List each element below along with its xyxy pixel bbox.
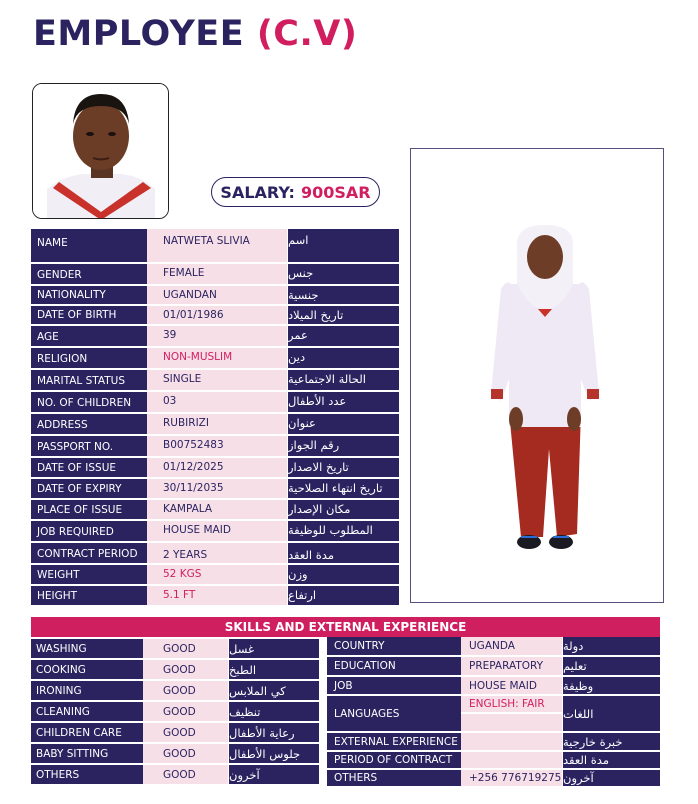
row-value: NON-MUSLIM xyxy=(147,348,287,368)
row-label: DATE OF EXPIRY xyxy=(31,479,147,498)
skill-label: CHILDREN CARE xyxy=(31,723,143,742)
table-row xyxy=(327,768,660,786)
row-label: GENDER xyxy=(31,264,147,284)
table-row xyxy=(31,563,399,584)
skill-arabic: تنظيف xyxy=(228,702,319,721)
row-label: ADDRESS xyxy=(31,414,147,434)
exp-label: JOB xyxy=(327,677,461,694)
table-row xyxy=(327,637,660,655)
headshot-photo xyxy=(32,83,169,219)
exp-value xyxy=(461,677,562,694)
skill-value: GOOD xyxy=(143,702,228,721)
table-row xyxy=(327,694,660,731)
table-row xyxy=(31,412,399,434)
skill-label: OTHERS xyxy=(31,765,143,784)
row-label: NAME xyxy=(31,229,147,262)
row-value: UGANDAN xyxy=(147,286,287,304)
table-row xyxy=(31,541,399,563)
exp-arabic: مدة العقد xyxy=(562,752,660,768)
row-value: HOUSE MAID xyxy=(147,521,287,541)
row-arabic: تاريخ الاصدار xyxy=(287,458,399,477)
table-row xyxy=(31,304,399,324)
exp-label: LANGUAGES xyxy=(327,696,461,731)
skill-label: COOKING xyxy=(31,660,143,679)
salary-value: 900SAR xyxy=(300,182,371,202)
exp-arabic: خبرة خارجية xyxy=(562,733,660,750)
row-value: 52 KGS xyxy=(147,565,287,584)
table-row xyxy=(31,368,399,390)
exp-value-text: PREPARATORY xyxy=(469,660,544,672)
row-label: JOB REQUIRED xyxy=(31,521,147,541)
full-body-photo xyxy=(410,148,664,603)
skill-value: GOOD xyxy=(143,765,228,784)
row-value: NATWETA SLIVIA xyxy=(147,229,287,262)
row-value: B00752483 xyxy=(147,436,287,456)
row-arabic: ارتفاع xyxy=(287,586,399,605)
table-row xyxy=(31,658,319,679)
row-label: HEIGHT xyxy=(31,586,147,605)
row-arabic: جنس xyxy=(287,264,399,284)
personal-details-table xyxy=(31,229,399,605)
experience-table xyxy=(327,637,660,786)
row-value: 39 xyxy=(147,326,287,346)
row-label: DATE OF BIRTH xyxy=(31,306,147,324)
table-row xyxy=(31,456,399,477)
exp-arabic: آخرون xyxy=(562,770,660,786)
exp-label: PERIOD OF CONTRACT xyxy=(327,752,461,768)
row-arabic: عدد الأطفال xyxy=(287,392,399,412)
exp-value xyxy=(461,637,562,655)
exp-value xyxy=(461,733,562,750)
row-value: 01/12/2025 xyxy=(147,458,287,477)
row-arabic: وزن xyxy=(287,565,399,584)
skill-value: GOOD xyxy=(143,723,228,742)
row-arabic: رقم الجواز xyxy=(287,436,399,456)
exp-arabic: تعليم xyxy=(562,657,660,675)
row-value: 2 YEARS xyxy=(147,543,287,563)
skill-arabic: جلوس الأطفال xyxy=(228,744,319,763)
table-row xyxy=(31,742,319,763)
exp-arabic: وظيفة xyxy=(562,677,660,694)
row-label: NATIONALITY xyxy=(31,286,147,304)
row-arabic: اسم xyxy=(287,229,399,262)
salary-badge xyxy=(211,177,380,207)
table-row xyxy=(31,700,319,721)
row-value: 5.1 FT xyxy=(147,586,287,605)
row-value: SINGLE xyxy=(147,370,287,390)
row-label: CONTRACT PERIOD xyxy=(31,543,147,563)
exp-value xyxy=(461,770,562,786)
table-row xyxy=(31,763,319,784)
row-label: PASSPORT NO. xyxy=(31,436,147,456)
salary-label: SALARY: xyxy=(220,182,295,202)
exp-value-text: UGANDA xyxy=(469,640,515,652)
skill-arabic: كي الملابس xyxy=(228,681,319,700)
row-label: AGE xyxy=(31,326,147,346)
row-arabic: دين xyxy=(287,348,399,368)
row-value: 30/11/2035 xyxy=(147,479,287,498)
exp-value xyxy=(461,696,562,731)
row-arabic: عمر xyxy=(287,326,399,346)
skills-table xyxy=(31,637,319,784)
table-row xyxy=(31,346,399,368)
skill-label: BABY SITTING xyxy=(31,744,143,763)
table-row xyxy=(31,434,399,456)
row-value: RUBIRIZI xyxy=(147,414,287,434)
exp-value xyxy=(461,752,562,768)
exp-value-text-2 xyxy=(461,712,562,731)
exp-label: EDUCATION xyxy=(327,657,461,675)
table-row xyxy=(31,721,319,742)
row-arabic: الحالة الاجتماعية xyxy=(287,370,399,390)
row-label: WEIGHT xyxy=(31,565,147,584)
exp-value-text: ENGLISH: FAIR xyxy=(469,698,545,710)
row-value: 03 xyxy=(147,392,287,412)
skill-label: WASHING xyxy=(31,639,143,658)
skill-label: CLEANING xyxy=(31,702,143,721)
exp-value-text: HOUSE MAID xyxy=(469,679,537,692)
table-row xyxy=(31,679,319,700)
row-arabic: المطلوب للوظيفة xyxy=(287,521,399,541)
row-label: RELIGION xyxy=(31,348,147,368)
skill-arabic: الطبخ xyxy=(228,660,319,679)
title-accent: (C.V) xyxy=(256,14,358,54)
skill-arabic: آخرون xyxy=(228,765,319,784)
page-title xyxy=(33,14,357,54)
row-value: KAMPALA xyxy=(147,500,287,519)
table-row xyxy=(327,655,660,675)
exp-value-text: +256 776719275 xyxy=(469,772,562,784)
table-row xyxy=(31,637,319,658)
table-row xyxy=(327,731,660,750)
row-arabic: مكان الإصدار xyxy=(287,500,399,519)
table-row xyxy=(327,750,660,768)
table-row xyxy=(327,675,660,694)
table-row xyxy=(31,519,399,541)
row-arabic: تاريخ انتهاء الصلاحية xyxy=(287,479,399,498)
skill-value: GOOD xyxy=(143,744,228,763)
table-row xyxy=(31,477,399,498)
skill-value: GOOD xyxy=(143,681,228,700)
row-arabic: جنسية xyxy=(287,286,399,304)
row-arabic: عنوان xyxy=(287,414,399,434)
row-label: DATE OF ISSUE xyxy=(31,458,147,477)
skill-label: IRONING xyxy=(31,681,143,700)
table-row xyxy=(31,229,399,262)
table-row xyxy=(31,262,399,284)
skill-arabic: غسل xyxy=(228,639,319,658)
skill-value: GOOD xyxy=(143,660,228,679)
exp-label: COUNTRY xyxy=(327,637,461,655)
exp-label: EXTERNAL EXPERIENCE xyxy=(327,733,461,750)
skill-arabic: رعاية الأطفال xyxy=(228,723,319,742)
table-row xyxy=(31,324,399,346)
table-row xyxy=(31,498,399,519)
skills-section-header: SKILLS AND EXTERNAL EXPERIENCE xyxy=(31,617,660,637)
row-label: MARITAL STATUS xyxy=(31,370,147,390)
exp-value xyxy=(461,657,562,675)
table-row xyxy=(31,284,399,304)
row-value: FEMALE xyxy=(147,264,287,284)
row-label: PLACE OF ISSUE xyxy=(31,500,147,519)
skill-value: GOOD xyxy=(143,639,228,658)
table-row xyxy=(31,584,399,605)
row-value: 01/01/1986 xyxy=(147,306,287,324)
title-main: EMPLOYEE xyxy=(33,14,245,54)
row-label: NO. OF CHILDREN xyxy=(31,392,147,412)
exp-label: OTHERS xyxy=(327,770,461,786)
table-row xyxy=(31,390,399,412)
row-arabic: مدة العقد xyxy=(287,543,399,563)
exp-arabic: اللغات xyxy=(562,696,660,731)
row-arabic: تاريخ الميلاد xyxy=(287,306,399,324)
exp-arabic: دولة xyxy=(562,637,660,655)
